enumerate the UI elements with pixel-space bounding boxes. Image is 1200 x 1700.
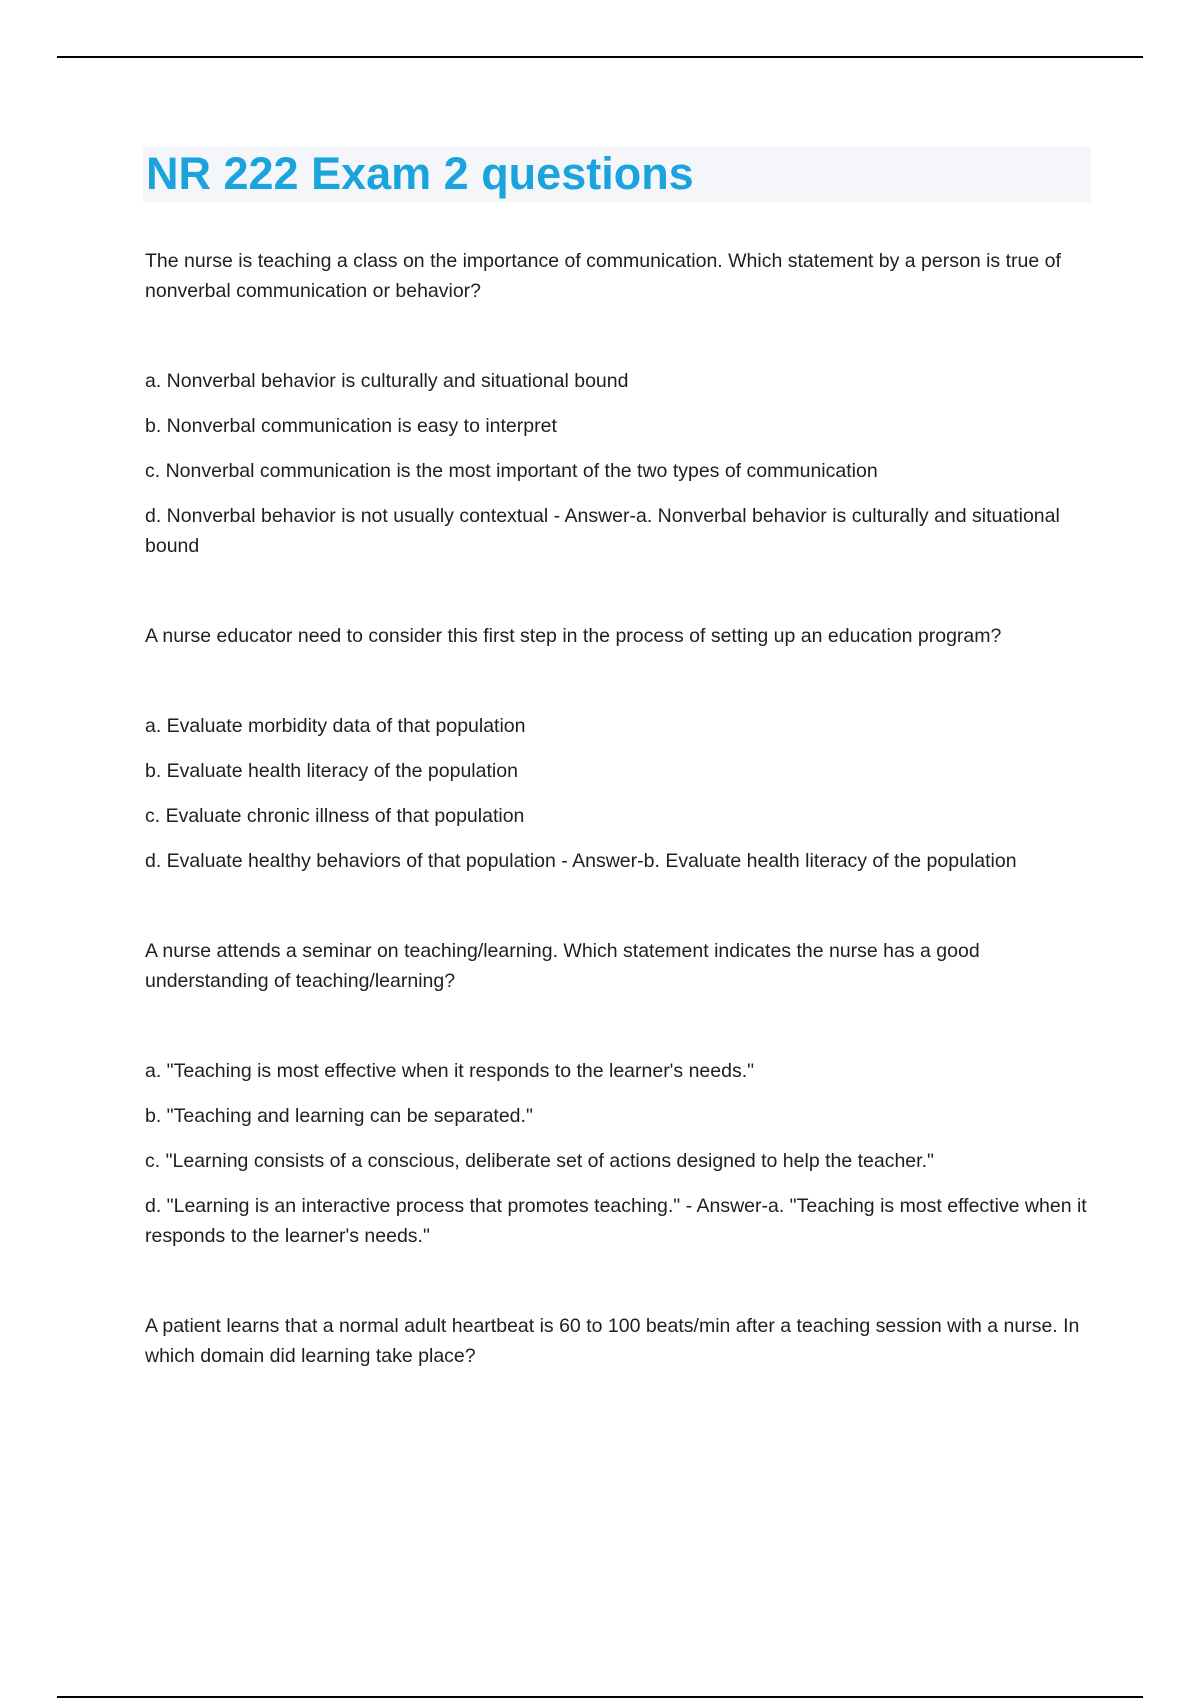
question-stem: A patient learns that a normal adult heartbeat is 60 to 100 beats/min after a teaching session with a nurse. In which domain did learning take place? — [145, 1315, 1080, 1367]
question-stem: The nurse is teaching a class on the importance of communication. Which statement by a person is true of nonverbal communication or behavior? — [145, 250, 1061, 302]
question-block — [145, 936, 1090, 1251]
answer-option: b. Nonverbal communication is easy to interpret — [145, 415, 557, 437]
answer-option: d. "Learning is an interactive process that promotes teaching." - Answer-a. "Teaching is most effective when it responds to the learner's needs." — [145, 1195, 1087, 1247]
answer-option: d. Nonverbal behavior is not usually contextual - Answer-a. Nonverbal behavior is culturally and situational bound — [145, 505, 1060, 557]
page-bottom-rule — [57, 1696, 1143, 1698]
answer-options — [145, 711, 1090, 876]
answer-option: c. "Learning consists of a conscious, deliberate set of actions designed to help the teacher." — [145, 1150, 934, 1172]
question-stem: A nurse attends a seminar on teaching/learning. Which statement indicates the nurse has a good understanding of teaching/learning? — [145, 940, 980, 992]
answer-option: c. Nonverbal communication is the most important of the two types of communication — [145, 460, 878, 482]
answer-options — [145, 1056, 1090, 1251]
answer-option: c. Evaluate chronic illness of that population — [145, 805, 525, 827]
document-body — [145, 246, 1090, 1431]
question-block — [145, 246, 1090, 561]
page-title: NR 222 Exam 2 questions — [146, 148, 694, 199]
page-top-rule — [57, 56, 1143, 58]
answer-option: a. Evaluate morbidity data of that population — [145, 715, 526, 737]
answer-option: a. "Teaching is most effective when it responds to the learner's needs." — [145, 1060, 755, 1082]
answer-option: d. Evaluate healthy behaviors of that population - Answer-b. Evaluate health literacy of the population — [145, 850, 1017, 872]
answer-option: a. Nonverbal behavior is culturally and situational bound — [145, 370, 629, 392]
question-block — [145, 621, 1090, 876]
answer-option: b. "Teaching and learning can be separated." — [145, 1105, 533, 1127]
answer-options — [145, 366, 1090, 561]
answer-option: b. Evaluate health literacy of the population — [145, 760, 518, 782]
question-stem: A nurse educator need to consider this first step in the process of setting up an education program? — [145, 625, 1002, 647]
question-block — [145, 1311, 1090, 1371]
